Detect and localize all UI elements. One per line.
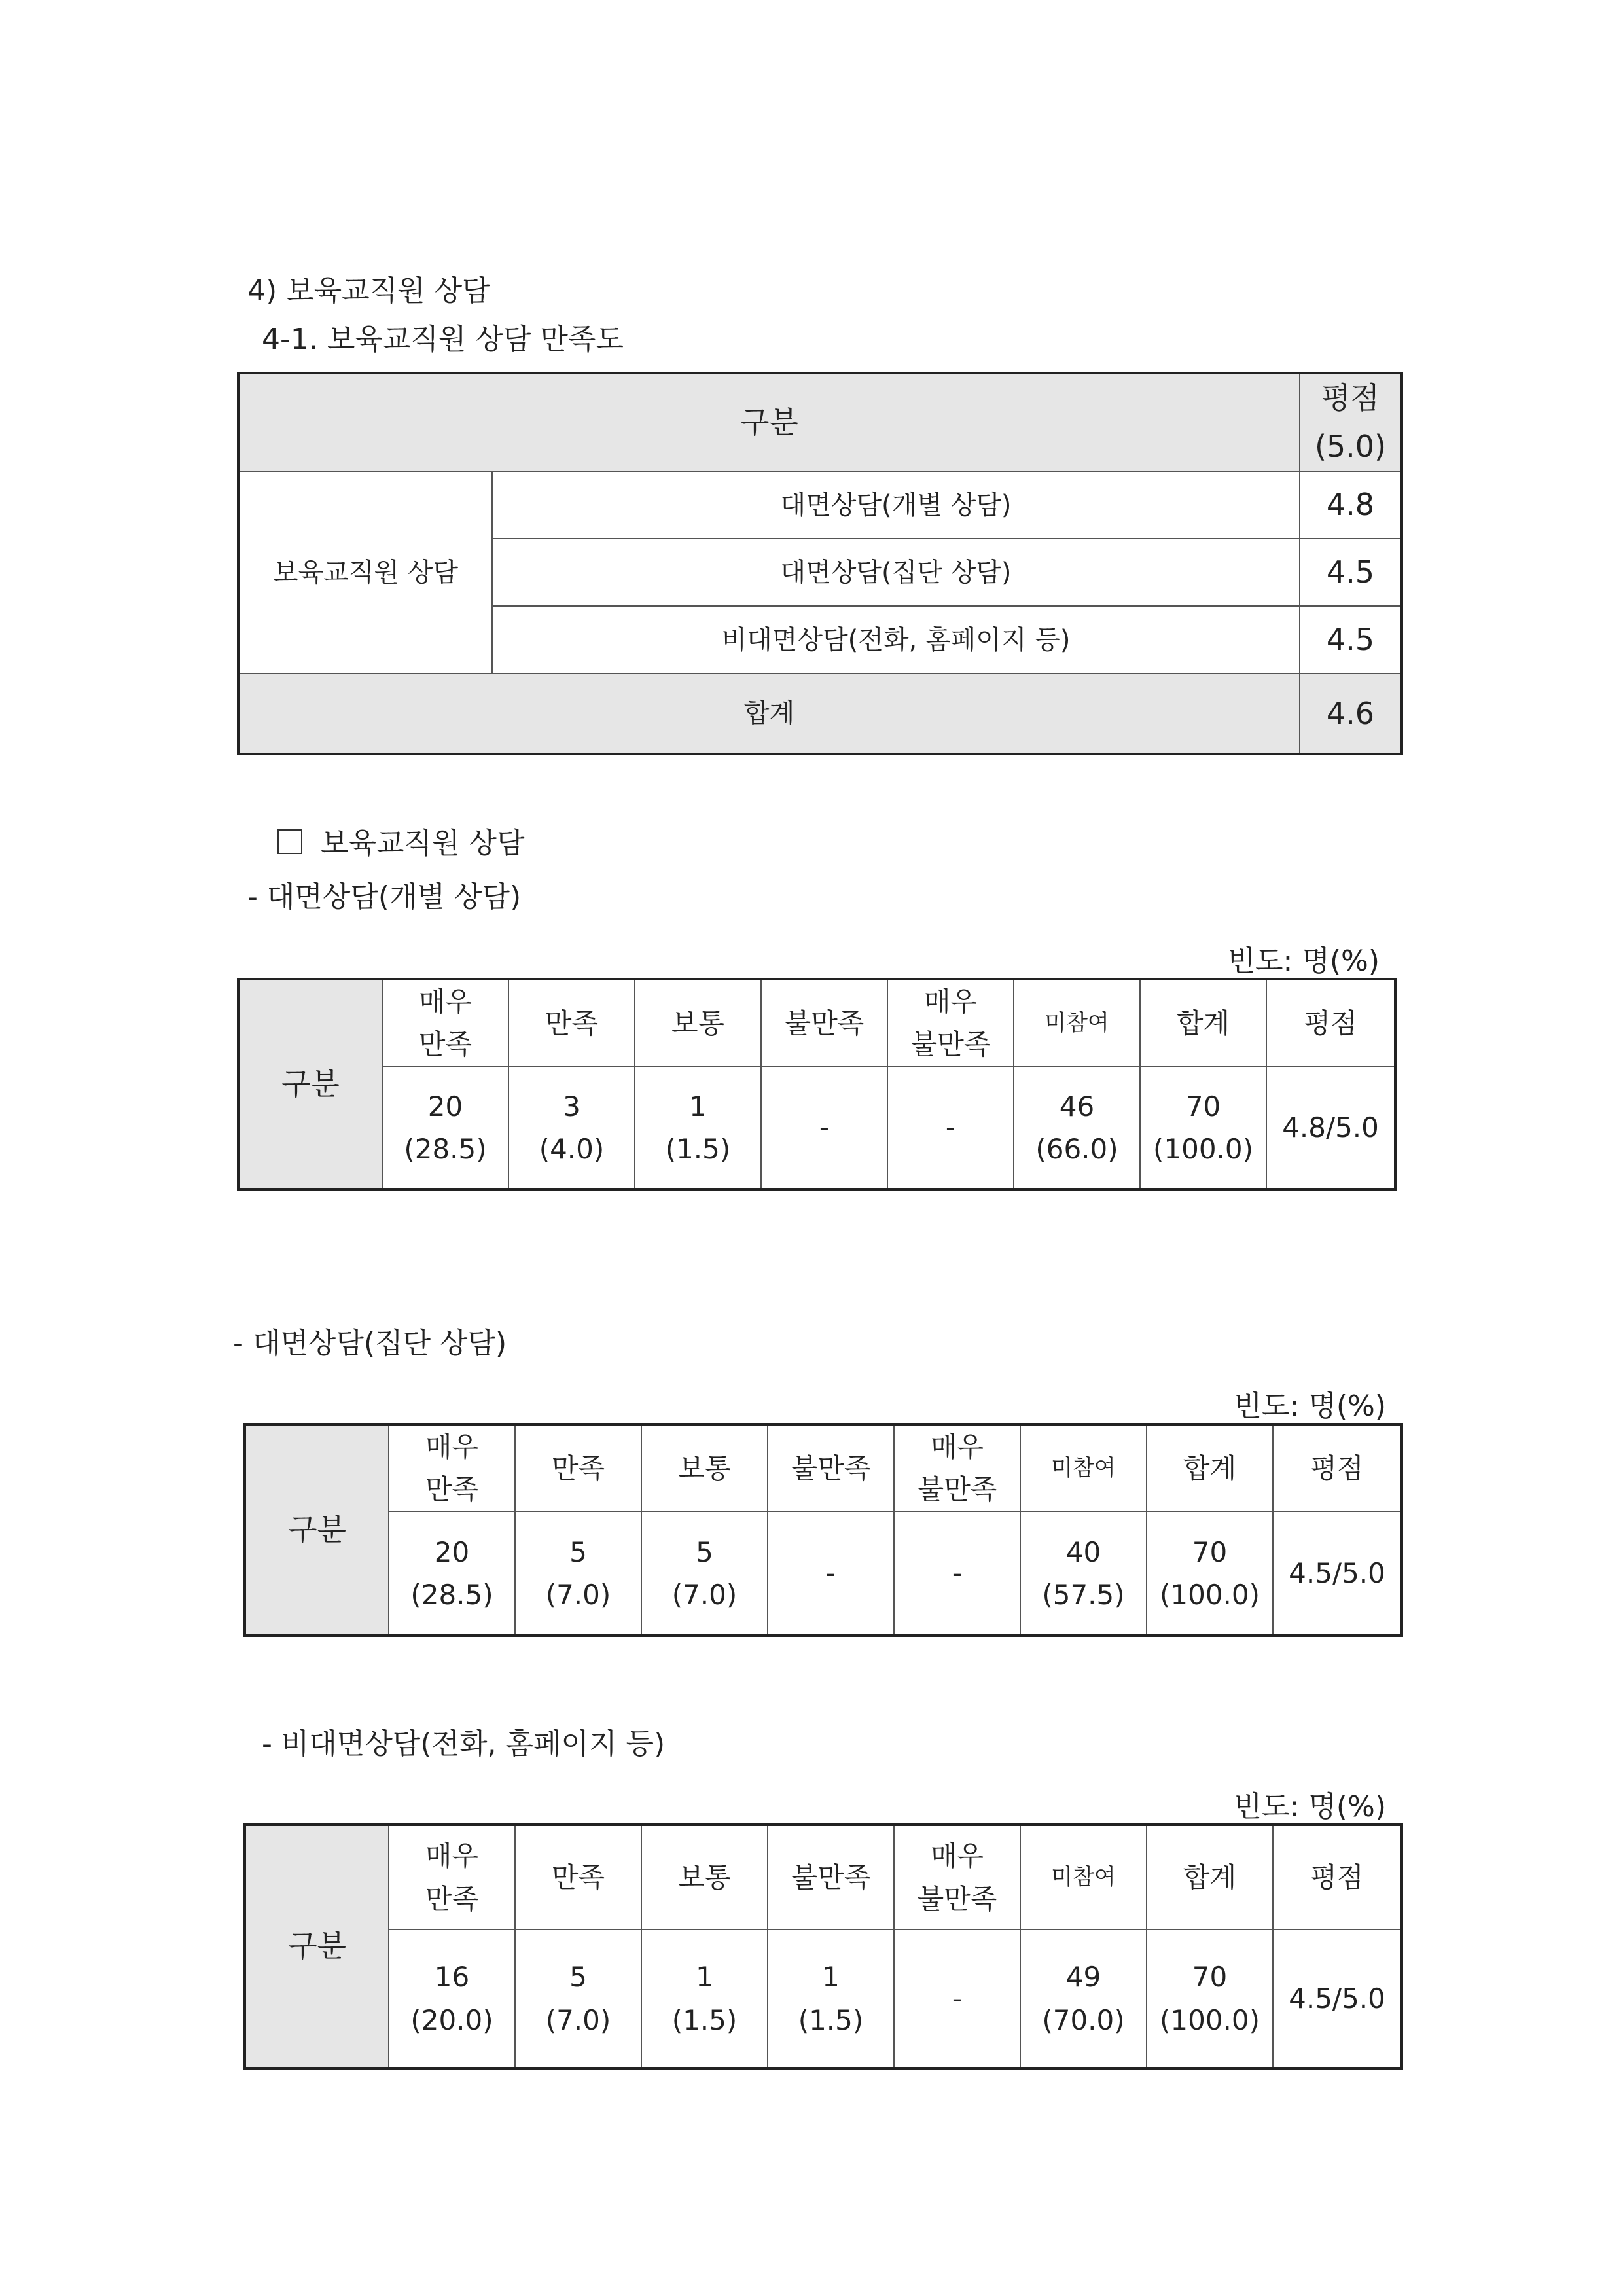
freq-header-dissatisfied: 불만족 xyxy=(768,1424,894,1511)
freq-cell: - xyxy=(768,1511,894,1636)
freq-header-satisfied: 만족 xyxy=(515,1424,641,1511)
freq-header-very-dissatisfied: 매우 불만족 xyxy=(894,1424,1020,1511)
summary-row-label: 대면상담(개별 상담) xyxy=(492,471,1300,539)
freq-header-very-satisfied: 매우 만족 xyxy=(389,1825,515,1929)
freq-header-category: 구분 xyxy=(245,1424,389,1636)
freq-header-category: 구분 xyxy=(238,979,382,1189)
freq-header-total: 합계 xyxy=(1147,1825,1273,1929)
freq-cell: 20 (28.5) xyxy=(389,1511,515,1636)
summary-table xyxy=(237,372,1403,755)
freq-header-very-satisfied: 매우 만족 xyxy=(382,979,508,1066)
freq-cell: - xyxy=(887,1066,1014,1189)
freq-table xyxy=(243,1823,1403,2070)
table-title: - 비대면상담(전화, 홈페이지 등) xyxy=(262,1727,666,1761)
freq-cell: 5 (7.0) xyxy=(641,1511,768,1636)
summary-row-score: 4.8 xyxy=(1300,471,1402,539)
freq-header-total: 합계 xyxy=(1140,979,1266,1066)
freq-header-very-dissatisfied: 매우 불만족 xyxy=(887,979,1014,1066)
freq-cell: 70 (100.0) xyxy=(1140,1066,1266,1189)
freq-header-score: 평점 xyxy=(1273,1825,1402,1929)
freq-cell: 20 (28.5) xyxy=(382,1066,508,1189)
freq-header-dissatisfied: 불만족 xyxy=(761,979,887,1066)
checkbox-heading: 보육교직원 상담 xyxy=(277,819,525,861)
freq-table xyxy=(237,978,1397,1191)
freq-cell: - xyxy=(894,1929,1020,2068)
unit-label: 빈도: 명(%) xyxy=(1227,944,1380,978)
freq-header-not-participated: 미참여 xyxy=(1020,1825,1147,1929)
freq-cell: 49 (70.0) xyxy=(1020,1929,1147,2068)
freq-cell: 4.8/5.0 xyxy=(1266,1066,1395,1189)
summary-header-score: 평점 (5.0) xyxy=(1300,373,1402,471)
freq-header-neutral: 보통 xyxy=(641,1825,768,1929)
freq-cell: 4.5/5.0 xyxy=(1273,1511,1402,1636)
freq-header-neutral: 보통 xyxy=(635,979,761,1066)
summary-row-label: 비대면상담(전화, 홈페이지 등) xyxy=(492,606,1300,673)
freq-cell: 5 (7.0) xyxy=(515,1929,641,2068)
summary-total-score: 4.6 xyxy=(1300,673,1402,754)
freq-cell: 70 (100.0) xyxy=(1147,1929,1273,2068)
freq-cell: 40 (57.5) xyxy=(1020,1511,1147,1636)
summary-row-score: 4.5 xyxy=(1300,606,1402,673)
freq-cell: - xyxy=(761,1066,887,1189)
freq-header-not-participated: 미참여 xyxy=(1020,1424,1147,1511)
summary-header-category: 구분 xyxy=(238,373,1300,471)
freq-cell: 1 (1.5) xyxy=(768,1929,894,2068)
freq-header-not-participated: 미참여 xyxy=(1014,979,1140,1066)
checkbox-icon xyxy=(277,829,302,854)
unit-label: 빈도: 명(%) xyxy=(1234,1390,1386,1423)
freq-header-score: 평점 xyxy=(1266,979,1395,1066)
summary-group-label: 보육교직원 상담 xyxy=(238,471,492,673)
freq-cell: - xyxy=(894,1511,1020,1636)
freq-header-total: 합계 xyxy=(1147,1424,1273,1511)
freq-header-category: 구분 xyxy=(245,1825,389,2068)
freq-header-dissatisfied: 불만족 xyxy=(768,1825,894,1929)
freq-cell: 3 (4.0) xyxy=(508,1066,635,1189)
freq-header-very-satisfied: 매우 만족 xyxy=(389,1424,515,1511)
freq-header-satisfied: 만족 xyxy=(515,1825,641,1929)
freq-table xyxy=(243,1423,1403,1637)
freq-cell: 1 (1.5) xyxy=(641,1929,768,2068)
freq-header-score: 평점 xyxy=(1273,1424,1402,1511)
freq-cell: 46 (66.0) xyxy=(1014,1066,1140,1189)
freq-cell: 5 (7.0) xyxy=(515,1511,641,1636)
freq-header-satisfied: 만족 xyxy=(508,979,635,1066)
summary-row-score: 4.5 xyxy=(1300,539,1402,606)
table-title: - 대면상담(집단 상담) xyxy=(233,1327,507,1360)
subsection-heading: 4-1. 보육교직원 상담 만족도 xyxy=(262,323,624,356)
table-title: - 대면상담(개별 상담) xyxy=(247,880,522,914)
freq-cell: 70 (100.0) xyxy=(1147,1511,1273,1636)
summary-total-label: 합계 xyxy=(238,673,1300,754)
section-heading: 4) 보육교직원 상담 xyxy=(247,274,490,308)
unit-label: 빈도: 명(%) xyxy=(1234,1790,1386,1823)
freq-cell: 1 (1.5) xyxy=(635,1066,761,1189)
freq-header-very-dissatisfied: 매우 불만족 xyxy=(894,1825,1020,1929)
freq-cell: 16 (20.0) xyxy=(389,1929,515,2068)
freq-cell: 4.5/5.0 xyxy=(1273,1929,1402,2068)
freq-header-neutral: 보통 xyxy=(641,1424,768,1511)
summary-row-label: 대면상담(집단 상담) xyxy=(492,539,1300,606)
